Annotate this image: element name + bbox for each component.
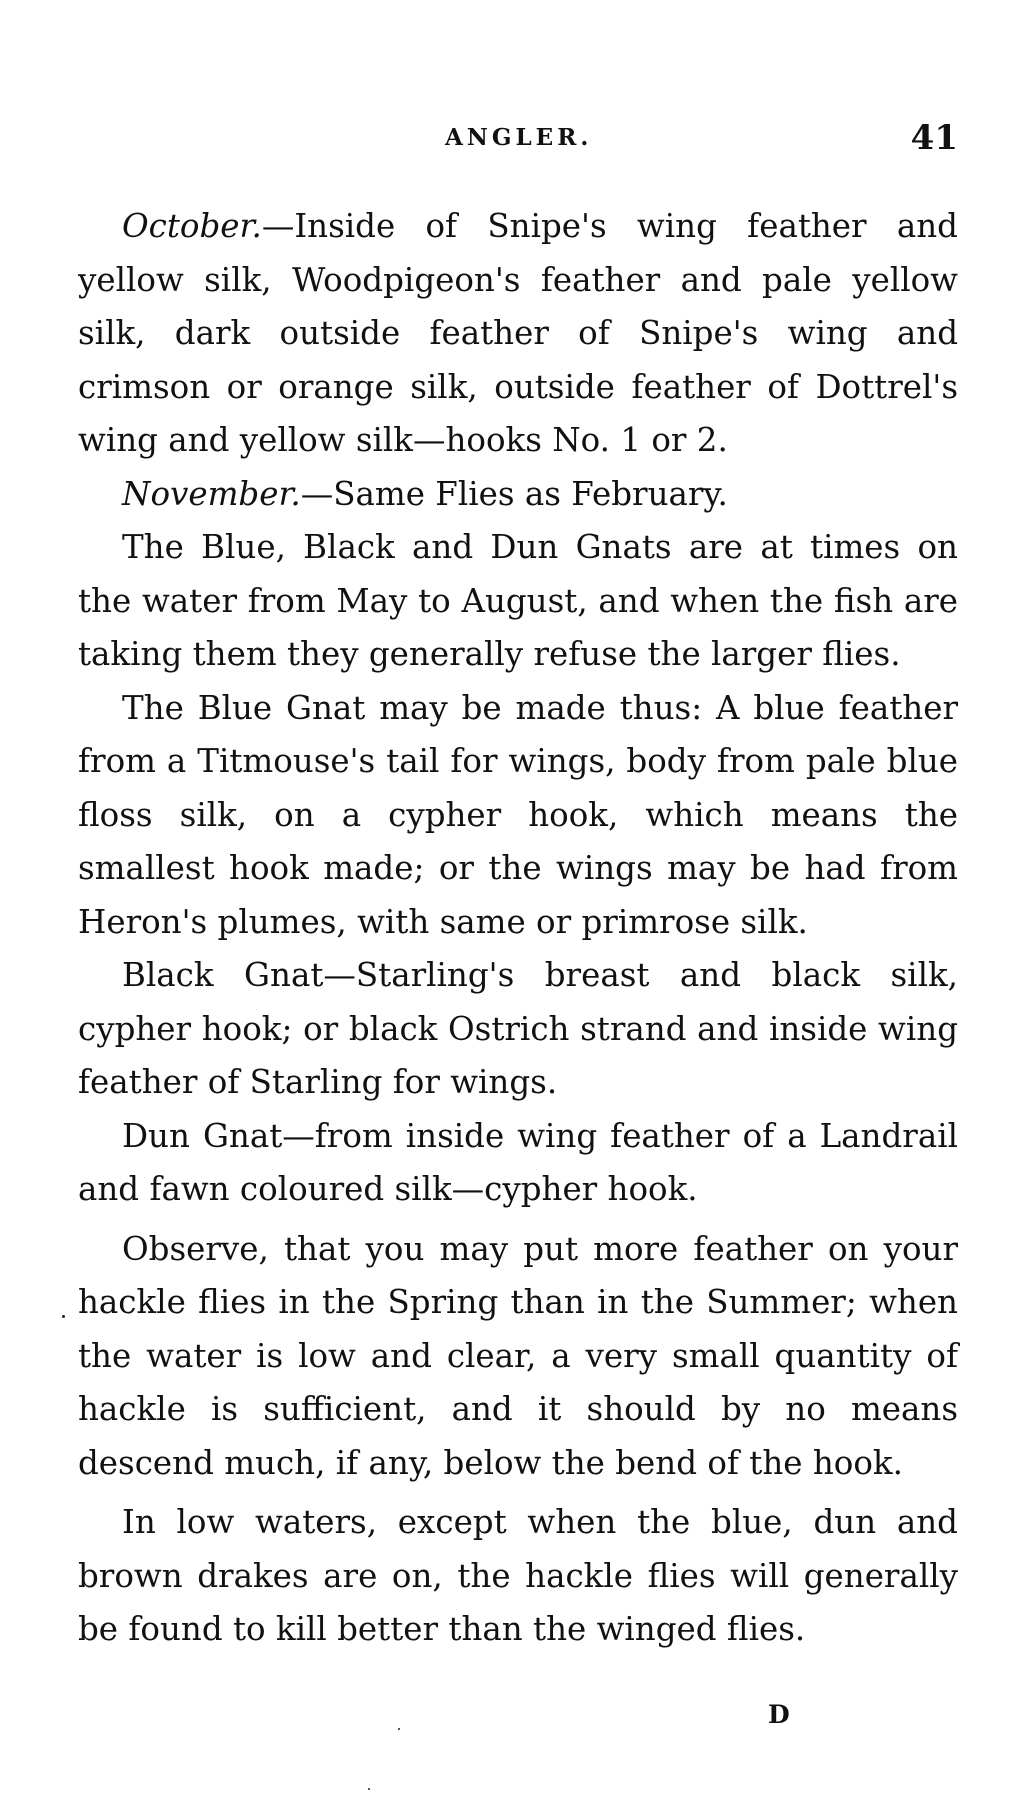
- paragraph-black-gnat: Black Gnat—Starling's breast and black silk, cypher hook; or black Ostrich strand and inside wing feather of Starling for wings.: [78, 956, 958, 1101]
- paragraph-blue-gnat: The Blue Gnat may be made thus: A blue feather from a Titmouse's tail for wings, body from pale blue floss silk, on a cypher hook, which means the smallest hook made; or the wings may be had from Heron's plumes, with same or primrose silk.: [78, 688, 958, 941]
- month-heading-november: November.: [122, 474, 301, 513]
- month-heading-october: October.: [122, 207, 262, 245]
- paragraph-november: [78, 468, 958, 522]
- body-text: [78, 200, 958, 1657]
- paragraph-low-waters: In low waters, except when the blue, dun and brown drakes are on, the hackle flies will generally be found to kill better than the winged flies.: [78, 1503, 958, 1648]
- ink-speck: [62, 1315, 65, 1318]
- paragraph-dun-gnat: Dun Gnat—from inside wing feather of a Landrail and fawn coloured silk—cypher hook.: [78, 1116, 958, 1208]
- paragraph-gnats: The Blue, Black and Dun Gnats are at times on the water from May to August, and when the fish are taking them they generally refuse the larger flies.: [78, 528, 958, 673]
- paragraph-text: —Inside of Snipe's wing feather and yellow silk, Woodpigeon's feather and pale yellow silk, dark outside feather of Snipe's wing and crimson or orange silk, outside feather of Dottrel's wing and yellow silk—hooks No. 1 or 2.: [78, 207, 958, 459]
- running-head: [0, 118, 1024, 162]
- paragraph-october: [78, 200, 958, 468]
- ink-speck: [398, 1728, 400, 1730]
- signature-mark: D: [768, 1700, 790, 1729]
- running-title: ANGLER.: [445, 124, 593, 151]
- paragraph-observe: Observe, that you may put more feather on your hackle flies in the Spring than in the Summer; when the water is low and clear, a very small quantity of hackle is sufficient, and it should by no means descend much, if any, below the bend of the hook.: [78, 1229, 958, 1482]
- paragraph-text: —Same Flies as February.: [300, 474, 728, 513]
- ink-speck: [368, 1788, 370, 1790]
- page-number: 41: [910, 118, 958, 158]
